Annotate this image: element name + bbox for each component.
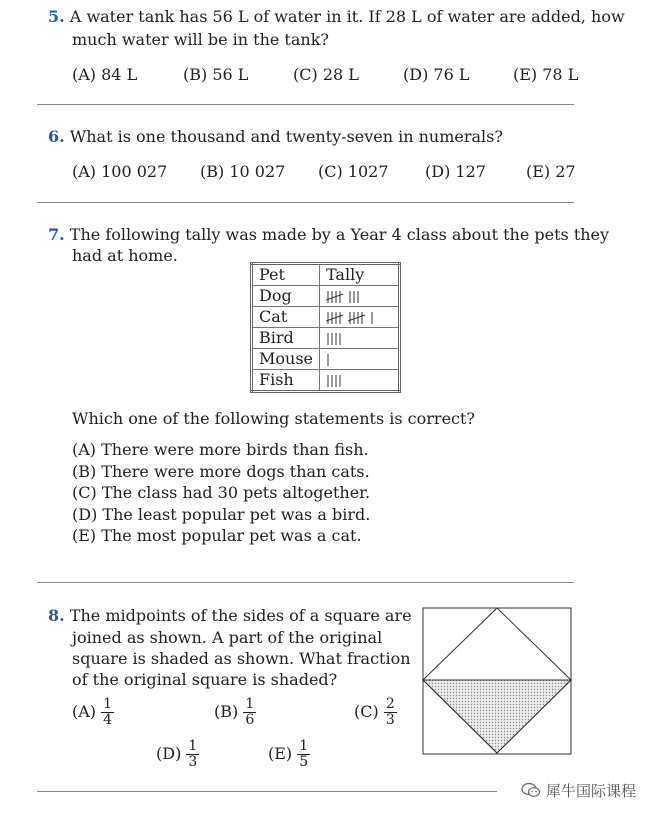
q6-choice-e[interactable]: (E) 27 (526, 162, 576, 181)
tally-pet-dog: Dog (252, 286, 320, 307)
q7-choice-d[interactable]: (D) The least popular pet was a bird. (72, 505, 371, 524)
tally-pet-cat: Cat (252, 307, 320, 328)
q7-choice-e[interactable]: (E) The most popular pet was a cat. (72, 526, 362, 545)
tally-marks-fish (320, 370, 400, 392)
q6-choice-d[interactable]: (D) 127 (425, 162, 486, 181)
fraction-denominator: 3 (188, 754, 198, 770)
tally-row-fish (252, 370, 400, 392)
q8-number: 8. (48, 606, 65, 625)
q8-choice-e[interactable] (268, 739, 310, 770)
q8-choice-b-fraction (243, 697, 256, 728)
tally-marks-bird (320, 328, 400, 349)
tally-row-cat (252, 307, 400, 328)
tally-pet-fish: Fish (252, 370, 320, 392)
fraction-numerator: 1 (245, 696, 255, 712)
q7-text-line1: The following tally was made by a Year 4 class about the pets they (69, 225, 610, 244)
q6-choice-b[interactable]: (B) 10 027 (200, 162, 286, 181)
tally-marks-svg (326, 351, 390, 369)
q8-choice-e-label: (E) (268, 744, 293, 763)
divider (37, 582, 574, 583)
tally-header-pet: Pet (252, 264, 320, 286)
q8-choice-d[interactable] (156, 739, 199, 770)
q8-text-line1: The midpoints of the sides of a square are (69, 606, 412, 625)
tally-row-dog (252, 286, 400, 307)
tally-pet-mouse: Mouse (252, 349, 320, 370)
q5-choice-e[interactable]: (E) 78 L (513, 65, 579, 84)
q8-choice-d-fraction (186, 739, 199, 770)
q7-choice-c[interactable]: (C) The class had 30 pets altogether. (72, 483, 371, 502)
q6-text-line1: What is one thousand and twenty-seven in numerals? (69, 127, 503, 146)
tally-row-bird (252, 328, 400, 349)
tally-marks-cat (320, 307, 400, 328)
fraction-numerator: 2 (385, 696, 395, 712)
q8-choice-a-label: (A) (72, 702, 97, 721)
fraction-denominator: 4 (103, 712, 113, 728)
q5-text-line1: A water tank has 56 L of water in it. If 28 L of water are added, how (69, 7, 625, 26)
tally-marks-mouse (320, 349, 400, 370)
watermark-text: 犀牛国际课程 (545, 782, 636, 800)
fraction-denominator: 6 (245, 712, 255, 728)
divider (37, 104, 574, 105)
tally-marks-dog (320, 286, 400, 307)
fraction-denominator: 5 (299, 754, 309, 770)
q8-choice-c[interactable] (354, 697, 397, 728)
q5-choice-a[interactable]: (A) 84 L (72, 65, 138, 84)
square-midpoints-diagram (422, 607, 572, 755)
tally-marks-svg (326, 330, 390, 348)
q5-text-line2: much water will be in the tank? (72, 30, 329, 49)
q7-number: 7. (48, 225, 65, 244)
q7-line1 (48, 225, 609, 244)
divider (37, 202, 574, 203)
q8-text-line4: of the original square is shaded? (72, 670, 338, 689)
q7-text-line2: had at home. (72, 246, 178, 265)
q6-choice-a[interactable]: (A) 100 027 (72, 162, 168, 181)
fraction-denominator: 3 (385, 712, 395, 728)
tally-pet-bird: Bird (252, 328, 320, 349)
fraction-numerator: 1 (103, 696, 113, 712)
q6-number: 6. (48, 127, 65, 146)
q8-text-line3: square is shaded as shown. What fraction (72, 649, 411, 668)
q6-line1 (48, 127, 503, 146)
q8-choice-b[interactable] (214, 697, 256, 728)
tally-header-row (252, 264, 400, 286)
q7-prompt: Which one of the following statements is correct? (72, 409, 475, 428)
q7-choice-a[interactable]: (A) There were more birds than fish. (72, 440, 369, 459)
q8-choice-d-label: (D) (156, 744, 182, 763)
q5-number: 5. (48, 7, 65, 26)
tally-table (250, 262, 401, 393)
q8-choice-a[interactable] (72, 697, 114, 728)
tally-marks-svg (326, 309, 390, 327)
q8-choice-c-fraction (384, 697, 397, 728)
q8-line1 (48, 606, 412, 625)
q5-choice-c[interactable]: (C) 28 L (293, 65, 359, 84)
tally-row-mouse (252, 349, 400, 370)
tally-marks-svg (326, 372, 390, 390)
fraction-numerator: 1 (299, 738, 309, 754)
q6-choice-c[interactable]: (C) 1027 (318, 162, 389, 181)
fraction-numerator: 1 (188, 738, 198, 754)
q5-line1 (48, 7, 625, 26)
q8-choice-c-label: (C) (354, 702, 379, 721)
divider (37, 791, 497, 792)
tally-header-tally: Tally (320, 264, 400, 286)
wechat-icon (521, 782, 541, 798)
q5-choice-b[interactable]: (B) 56 L (183, 65, 249, 84)
q8-choice-a-fraction (101, 697, 114, 728)
watermark (521, 780, 636, 801)
q5-choice-d[interactable]: (D) 76 L (403, 65, 470, 84)
q8-text-line2: joined as shown. A part of the original (72, 628, 383, 647)
q8-choice-e-fraction (297, 739, 310, 770)
q8-choice-b-label: (B) (214, 702, 239, 721)
q7-choice-b[interactable]: (B) There were more dogs than cats. (72, 462, 370, 481)
tally-marks-svg (326, 288, 390, 306)
